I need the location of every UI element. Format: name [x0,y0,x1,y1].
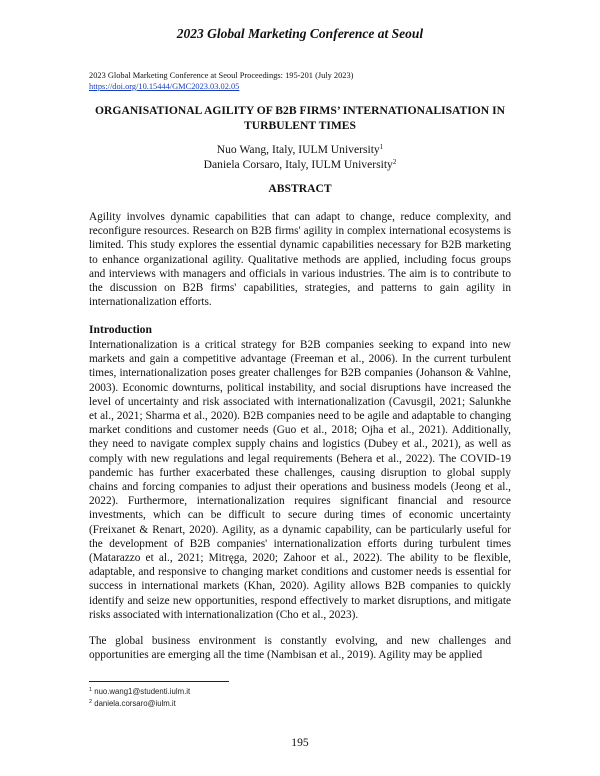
page-number: 195 [291,736,309,749]
footnote-2-mark: 2 [89,699,93,705]
abstract-heading: ABSTRACT [268,182,332,195]
footnote-2-text: daniela.corsaro@iulm.it [94,699,176,708]
footnote-2 [89,698,190,710]
introduction-paragraph-2: The global business environment is constantly evolving, and new challenges and opportunities are emerging all the time (Nambisan et al., 2019). Agility may be applied [89,635,511,662]
proceedings-info [89,70,353,92]
author-2-name: Daniela Corsaro, Italy, IULM University [203,158,393,171]
author-list [0,142,600,172]
paper-title: ORGANISATIONAL AGILITY OF B2B FIRMS’ INTERNATIONALISATION IN TURBULENT TIMES [95,104,505,132]
running-header: 2023 Global Marketing Conference at Seoul [176,26,424,41]
author-1 [0,142,600,157]
footnote-1-mark: 1 [89,687,93,693]
footnote-1-text: nuo.wang1@studenti.iulm.it [94,687,191,696]
doi-link[interactable]: https://doi.org/10.15444/GMC2023.03.02.05 [89,82,240,91]
author-2-note: 2 [392,158,397,166]
footnotes [89,686,190,710]
introduction-heading: Introduction [89,323,152,336]
introduction-paragraph-1: Internationalization is a critical strategy for B2B companies seeking to expand into new markets and gain a competitive advantage (Freeman et al., 2006). In the current turbulent times, internationalization poses greater challenges for B2B companies (Johanson & Vahlne, 2003). Economic downturns, political instability, and social disruptions have increased the level of uncertainty and risk associated with internationalization (Cavusgil, 2021; Salunkhe et al., 2021; Sharma et al., 2020). B2B companies need to be agile and adaptable to changing market conditions and customer needs (Guo et al., 2018; Ojha et al., 2021). Additionally, they need to navigate complex supply chains and logistics (Dubey et al., 2021), as well as comply with new regulations and legal requirements (Behera et al., 2022). The COVID-19 pandemic has further exacerbated these challenges, causing disruption to global supply chains and forcing companies to adjust their operations and business models (Jeong et al., 2022). Furthermore, internationalization requires significant financial and resource investments, which can be difficult to secure during times of economic uncertainty (Freixanet & Renart, 2020). Agility, as a dynamic capability, can be particularly useful for the development of B2B companies' internationalization efforts during turbulent times (Matarazzo et al., 2021; Mitręga, 2020; Zahoor et al., 2022). The ability to be flexible, adaptable, and responsive to changing market conditions and customer needs is essential for success in international markets (Khan, 2020). Agility allows B2B companies to quickly identify and seize new opportunities, respond effectively to market disruptions, and mitigate risks associated with internationalization (Cho et al., 2023). [89,339,511,621]
footnote-1 [89,686,190,698]
footnote-divider [89,681,229,682]
author-1-name: Nuo Wang, Italy, IULM University [216,143,380,156]
proceedings-citation: 2023 Global Marketing Conference at Seoul Proceedings: 195-201 (July 2023) [89,71,354,80]
author-2 [0,157,600,172]
abstract-text: Agility involves dynamic capabilities that can adapt to change, reduce complexity, and reconfigure resources. Research on B2B firms' agility in complex international ecosystems is limited. This study explores the essential dynamic capabilities necessary for B2B marketing to enhance organizational agility. Qualitative methods are applied, including focus groups and interviews with managers and officials in various industries. The aim is to contribute to the discussion on B2B firms' capabilities, strategies, and patterns to gain agility in internationalization efforts. [89,211,511,309]
author-1-note: 1 [379,143,384,151]
